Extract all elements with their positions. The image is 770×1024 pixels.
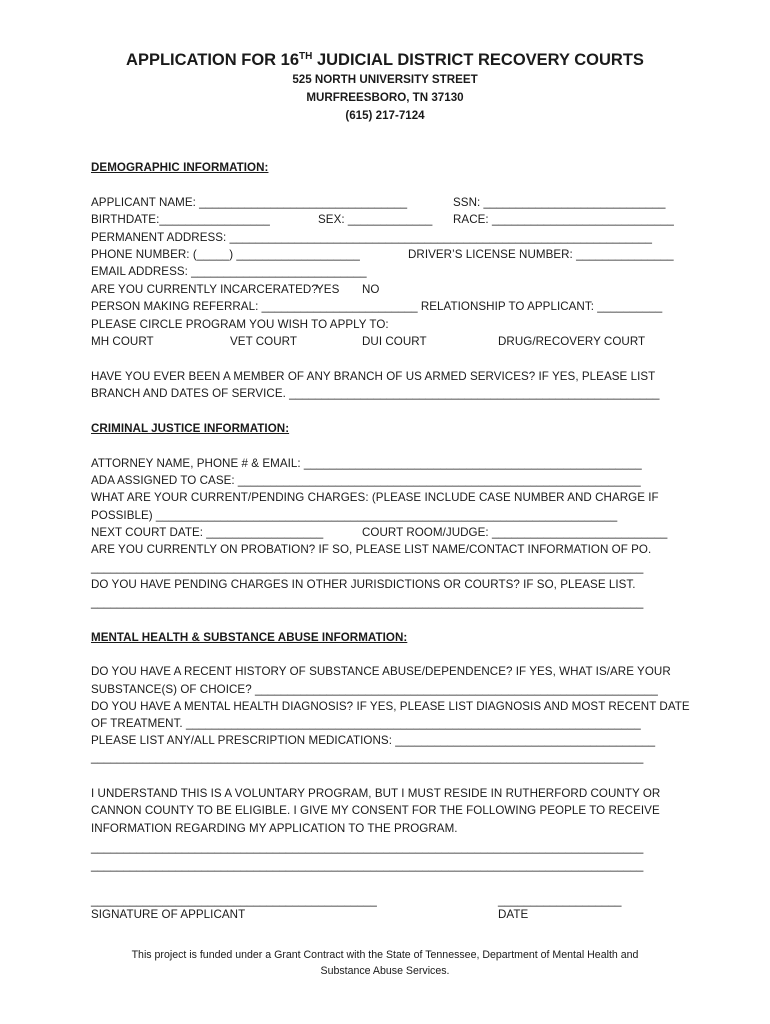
- program-option-vet-court[interactable]: VET COURT: [230, 335, 298, 348]
- referral-field[interactable]: PERSON MAKING REFERRAL: ________________________ RELATIONSHIP TO APPLICANT: __________: [91, 300, 663, 313]
- applicant-name-field[interactable]: APPLICANT NAME: ________________________________: [91, 196, 408, 209]
- email-field[interactable]: EMAIL ADDRESS: ___________________________: [91, 265, 367, 278]
- armed-services-field[interactable]: BRANCH AND DATES OF SERVICE. _________________________________________________________: [91, 387, 660, 400]
- ssn-field[interactable]: SSN: ____________________________: [453, 196, 666, 209]
- date-line[interactable]: ___________________: [498, 894, 622, 907]
- pending-charges-answer-line[interactable]: _____________________________________________________________________________________: [91, 596, 644, 609]
- title-post: JUDICIAL DISTRICT RECOVERY COURTS: [312, 51, 644, 69]
- court-room-judge-field[interactable]: COURT ROOM/JUDGE: ___________________________: [362, 526, 668, 539]
- program-option-drug-recovery-court[interactable]: DRUG/RECOVERY COURT: [498, 335, 646, 348]
- title-pre: APPLICATION FOR 16: [126, 51, 300, 69]
- pending-charges-question: DO YOU HAVE PENDING CHARGES IN OTHER JURISDICTIONS OR COURTS? IF SO, PLEASE LIST.: [91, 578, 636, 591]
- header-phone: (615) 217-7124: [345, 109, 425, 122]
- incarcerated-question: ARE YOU CURRENTLY INCARCERATED?: [91, 283, 318, 296]
- signature-line[interactable]: ____________________________________________: [91, 894, 377, 907]
- title-superscript: TH: [299, 51, 313, 62]
- probation-answer-line[interactable]: _____________________________________________________________________________________: [91, 561, 644, 574]
- birthdate-field[interactable]: BIRTHDATE:_________________: [91, 213, 270, 226]
- medications-answer-line[interactable]: _____________________________________________________________________________________: [91, 751, 644, 764]
- footer-funding-line-1: This project is funded under a Grant Contract with the State of Tennessee, Department of Mental Health and: [131, 949, 639, 961]
- consent-people-line-1[interactable]: _____________________________________________________________________________________: [91, 841, 644, 854]
- permanent-address-field[interactable]: PERMANENT ADDRESS: _________________________________________________________________: [91, 231, 652, 244]
- diagnosis-question: DO YOU HAVE A MENTAL HEALTH DIAGNOSIS? IF YES, PLEASE LIST DIAGNOSIS AND MOST RECENT DATE: [91, 700, 690, 713]
- consent-text-line-2: CANNON COUNTY TO BE ELIGIBLE. I GIVE MY CONSENT FOR THE FOLLOWING PEOPLE TO RECEIVE: [91, 804, 660, 817]
- consent-people-line-2[interactable]: _____________________________________________________________________________________: [91, 859, 644, 872]
- incarcerated-no-option[interactable]: NO: [362, 283, 380, 296]
- program-option-dui-court[interactable]: DUI COURT: [362, 335, 427, 348]
- signature-label: SIGNATURE OF APPLICANT: [91, 908, 246, 921]
- sex-field[interactable]: SEX: _____________: [318, 213, 433, 226]
- consent-text-line-1: I UNDERSTAND THIS IS A VOLUNTARY PROGRAM, BUT I MUST RESIDE IN RUTHERFORD COUNTY OR: [91, 787, 661, 800]
- section-heading-mental-health: MENTAL HEALTH & SUBSTANCE ABUSE INFORMATION:: [91, 631, 408, 644]
- probation-question: ARE YOU CURRENTLY ON PROBATION? IF SO, PLEASE LIST NAME/CONTACT INFORMATION OF PO.: [91, 543, 652, 556]
- charges-field[interactable]: POSSIBLE) _______________________________________________________________________: [91, 509, 618, 522]
- section-heading-demographic: DEMOGRAPHIC INFORMATION:: [91, 161, 269, 174]
- section-heading-criminal-justice: CRIMINAL JUSTICE INFORMATION:: [91, 422, 290, 435]
- drivers-license-field[interactable]: DRIVER’S LICENSE NUMBER: _______________: [408, 248, 674, 261]
- ada-field[interactable]: ADA ASSIGNED TO CASE: ______________________________________________________________: [91, 474, 641, 487]
- date-label: DATE: [498, 908, 529, 921]
- consent-text-line-3: INFORMATION REGARDING MY APPLICATION TO THE PROGRAM.: [91, 822, 458, 835]
- charges-question: WHAT ARE YOUR CURRENT/PENDING CHARGES: (PLEASE INCLUDE CASE NUMBER AND CHARGE IF: [91, 491, 659, 504]
- incarcerated-yes-option[interactable]: YES: [316, 283, 340, 296]
- medications-field[interactable]: PLEASE LIST ANY/ALL PRESCRIPTION MEDICATIONS: ________________________________________: [91, 734, 656, 747]
- attorney-field[interactable]: ATTORNEY NAME, PHONE # & EMAIL: ____________________________________________________: [91, 457, 642, 470]
- footer-funding-line-2: Substance Abuse Services.: [320, 965, 450, 977]
- race-field[interactable]: RACE: ____________________________: [453, 213, 674, 226]
- document-title: [0, 50, 770, 70]
- header-address-city: MURFREESBORO, TN 37130: [306, 91, 464, 104]
- substance-question: DO YOU HAVE A RECENT HISTORY OF SUBSTANCE ABUSE/DEPENDENCE? IF YES, WHAT IS/ARE YOUR: [91, 665, 671, 678]
- substance-field[interactable]: SUBSTANCE(S) OF CHOICE? ______________________________________________________________: [91, 683, 658, 696]
- diagnosis-field[interactable]: OF TREATMENT. ______________________________________________________________________: [91, 717, 641, 730]
- armed-services-question: HAVE YOU EVER BEEN A MEMBER OF ANY BRANCH OF US ARMED SERVICES? IF YES, PLEASE LIST: [91, 370, 656, 383]
- program-option-mh-court[interactable]: MH COURT: [91, 335, 154, 348]
- phone-number-field[interactable]: PHONE NUMBER: (_____) ___________________: [91, 248, 360, 261]
- header-address-street: 525 NORTH UNIVERSITY STREET: [292, 73, 478, 86]
- circle-program-label: PLEASE CIRCLE PROGRAM YOU WISH TO APPLY TO:: [91, 318, 389, 331]
- next-court-date-field[interactable]: NEXT COURT DATE: __________________: [91, 526, 324, 539]
